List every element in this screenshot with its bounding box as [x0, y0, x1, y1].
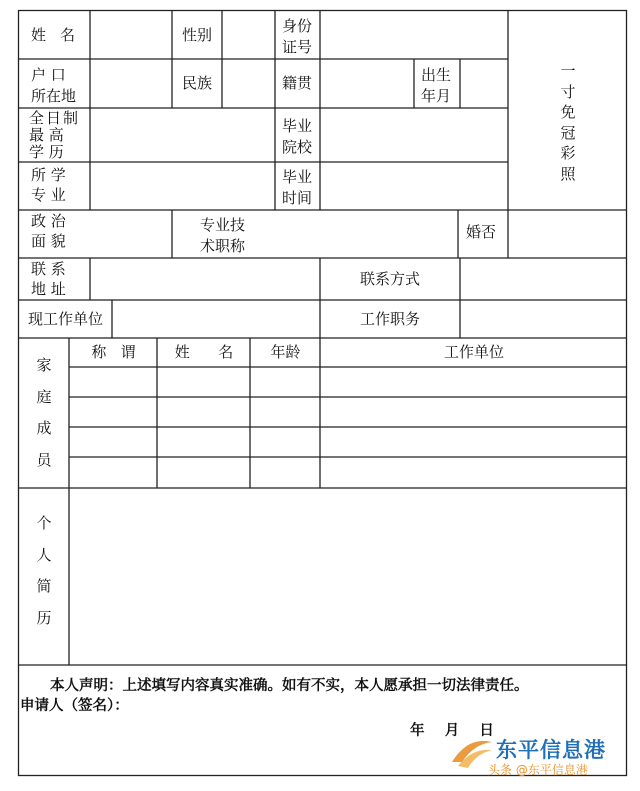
birth-label-1: 出生 — [421, 66, 452, 84]
address-label-2: 地 址 — [31, 280, 66, 298]
resume-field[interactable] — [70, 489, 626, 664]
fulltime-edu-label-2: 最 高 — [29, 126, 64, 144]
family-char: 庭 — [36, 387, 52, 406]
workplace-field[interactable] — [113, 301, 319, 337]
grad-school-label-2: 院校 — [282, 138, 313, 156]
declaration-text: 本人声明：上述填写内容真实准确。如有不实，本人愿承担一切法律责任。 — [50, 677, 529, 694]
watermark — [440, 730, 630, 782]
marital-label: 婚否 — [466, 223, 497, 241]
name-label-2: 名 — [60, 26, 76, 44]
grad-time-field[interactable] — [321, 163, 507, 209]
birth-label-2: 年月 — [421, 87, 452, 105]
family-header-name: 姓 名 — [174, 343, 234, 361]
address-label-1: 联 系 — [31, 260, 66, 278]
education-field[interactable] — [91, 109, 274, 161]
family-header-unit: 工作单位 — [443, 343, 504, 361]
family-char: 成 — [36, 419, 52, 437]
contact-field[interactable] — [461, 259, 626, 299]
title-label-2: 术职称 — [200, 237, 246, 255]
resume-char: 历 — [36, 608, 52, 627]
photo-char: 照 — [560, 164, 576, 183]
family-header-relation: 称 谓 — [91, 343, 136, 361]
name-label-1: 姓 — [31, 26, 47, 44]
photo-char: 冠 — [560, 123, 576, 142]
family-char: 家 — [36, 356, 52, 374]
name-field[interactable] — [91, 11, 171, 58]
id-label-1: 身份 — [282, 17, 313, 35]
watermark-subtext: 头条 @东平信息港 — [488, 763, 588, 777]
id-number-field[interactable] — [321, 11, 507, 58]
id-label-2: 证号 — [282, 38, 313, 56]
resume-char: 人 — [36, 545, 52, 564]
major-field[interactable] — [91, 163, 274, 209]
gender-label: 性别 — [182, 26, 213, 44]
political-label-2: 面 貌 — [31, 232, 66, 250]
grad-school-field[interactable] — [321, 109, 507, 161]
photo-char: 免 — [560, 103, 576, 121]
gender-field[interactable] — [223, 11, 274, 58]
political-field[interactable] — [91, 211, 171, 257]
date-label: 年 月 日 — [410, 722, 494, 739]
resume-char: 个 — [36, 514, 52, 532]
family-label — [34, 350, 54, 476]
hukou-label-1: 户 口 — [31, 66, 66, 84]
ethnic-label: 民族 — [182, 74, 213, 92]
family-header-age: 年龄 — [270, 343, 301, 361]
signature-label: 申请人（签名）： — [20, 697, 129, 714]
marital-field[interactable] — [509, 211, 626, 257]
political-label-1: 政 治 — [31, 212, 66, 230]
ethnic-field[interactable] — [223, 60, 274, 107]
photo-char: 寸 — [560, 82, 576, 101]
family-rows-area[interactable] — [70, 368, 626, 487]
major-label-2: 专 业 — [31, 186, 66, 204]
resume-label — [34, 508, 54, 634]
grad-time-label-2: 时间 — [282, 189, 313, 207]
fulltime-edu-label-3: 学 历 — [29, 143, 64, 161]
title-label-1: 专业技 — [200, 216, 246, 234]
photo-char: 彩 — [560, 144, 576, 162]
position-label: 工作职务 — [360, 310, 421, 328]
birth-field[interactable] — [461, 60, 507, 107]
position-field[interactable] — [461, 301, 626, 337]
fulltime-edu-label-1: 全日制 — [29, 109, 81, 127]
photo-char: 一 — [560, 62, 576, 80]
grad-time-label-1: 毕业 — [282, 168, 313, 186]
native-place-field[interactable] — [321, 60, 413, 107]
grad-school-label-1: 毕业 — [282, 117, 313, 135]
photo-area[interactable] — [509, 11, 626, 209]
resume-char: 简 — [36, 577, 52, 595]
title-field[interactable] — [276, 211, 457, 257]
major-label-1: 所 学 — [31, 166, 66, 184]
family-char: 员 — [36, 450, 52, 469]
watermark-text: 东平信息港 — [496, 738, 606, 762]
address-field[interactable] — [91, 259, 319, 299]
workplace-label: 现工作单位 — [28, 310, 104, 328]
contact-label: 联系方式 — [360, 270, 421, 288]
native-place-label: 籍贯 — [282, 74, 313, 92]
hukou-field[interactable] — [91, 60, 171, 107]
hukou-label-2: 所在地 — [31, 87, 77, 105]
